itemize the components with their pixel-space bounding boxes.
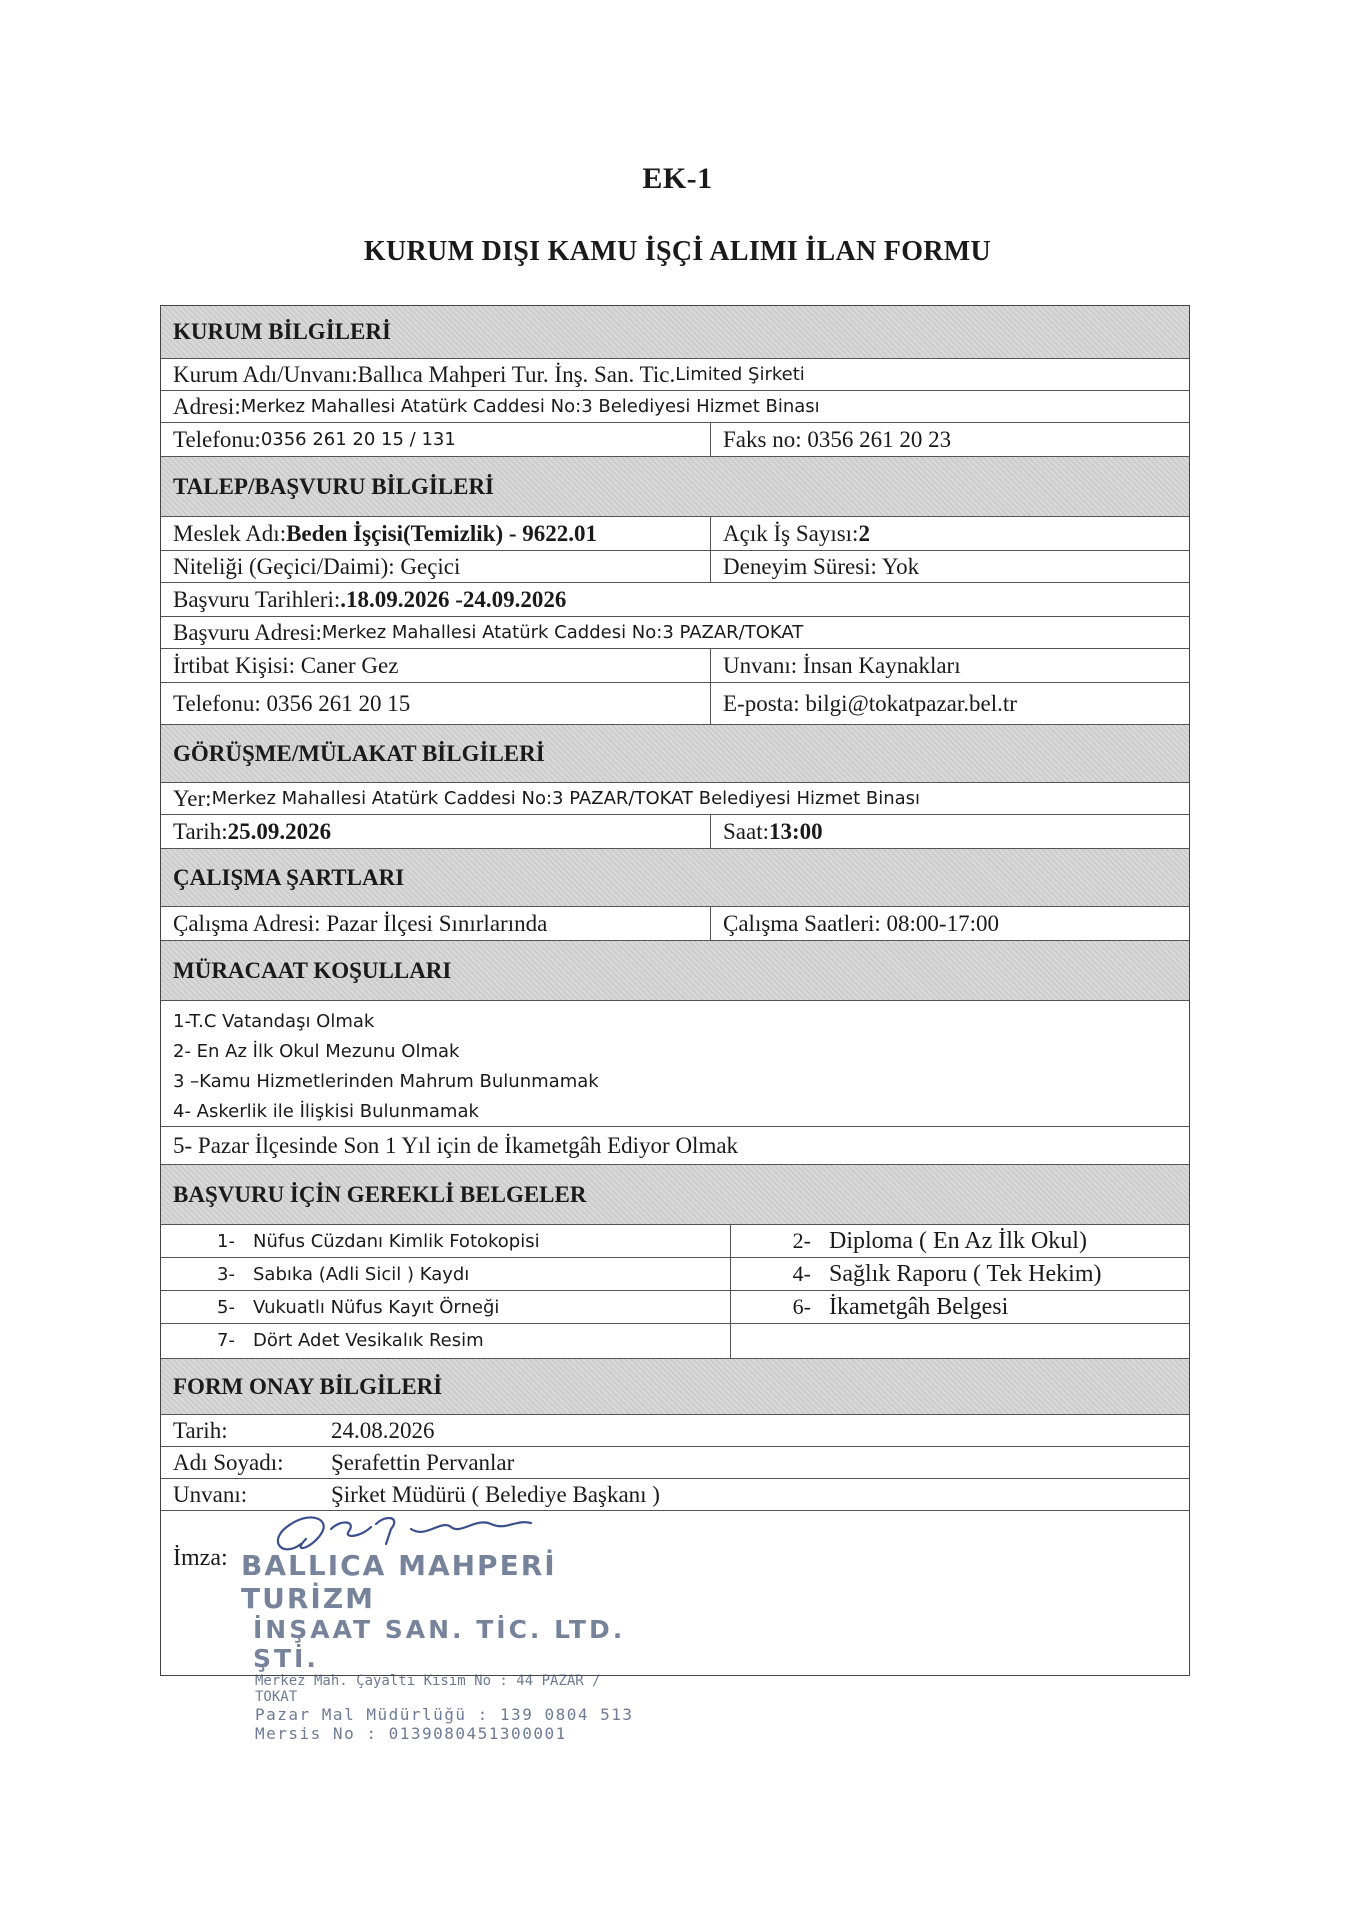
stamp-line: Pazar Mal Müdürlüğü : 139 0804 513 — [255, 1705, 634, 1724]
imza-label: İmza: — [173, 1545, 228, 1571]
stamp-line: Merkez Mah. Çayaltı Kısım No : 44 PAZAR / TOKAT — [255, 1673, 601, 1705]
stamp-line: Mersis No : 0139080451300001 — [255, 1724, 567, 1743]
stamp-line: BALLICA MAHPERİ TURİZM — [241, 1549, 557, 1615]
talep-telefon: Telefonu: 0356 261 20 15 — [161, 683, 711, 724]
belge-item: 7- Dört Adet Vesikalık Resim — [217, 1330, 484, 1351]
row-yer — [161, 782, 1189, 814]
section-title: FORM ONAY BİLGİLERİ — [173, 1373, 443, 1399]
row-kosul-5 — [161, 1126, 1189, 1164]
gorusme-tarih-value: 25.09.2026 — [227, 818, 332, 844]
calisma-saatleri: Çalışma Saatleri: 08:00-17:00 — [723, 910, 999, 936]
basvuru-tarih-value: .18.09.2026 -24.09.2026 — [340, 586, 567, 612]
onay-unvan-value: Şirket Müdürü ( Belediye Başkanı ) — [331, 1481, 660, 1507]
row-basvuru-adresi — [161, 616, 1189, 648]
kurum-telefon-label: Telefonu: — [173, 426, 261, 452]
belge-item: 1- Nüfus Cüzdanı Kimlik Fotokopisi — [161, 1225, 730, 1258]
onay-ad-label: Adı Soyadı: — [173, 1449, 284, 1475]
belge-item: 6- İkametgâh Belgesi — [731, 1291, 1189, 1324]
kurum-adres-value: Merkez Mahallesi Atatürk Caddesi No:3 Belediyesi Hizmet Binası — [240, 396, 820, 417]
announcement-form — [160, 305, 1190, 1743]
belge-item: 2- Diploma ( En Az İlk Okul) — [731, 1225, 1189, 1258]
onay-ad-value: Şerafettin Pervanlar — [331, 1449, 515, 1475]
deneyim: Deneyim Süresi: Yok — [723, 553, 920, 579]
belgeler-left-column — [161, 1225, 731, 1358]
kosul-item: 3 –Kamu Hizmetlerinden Mahrum Bulunmamak — [173, 1071, 599, 1092]
section-muracaat — [161, 940, 1189, 1000]
kurum-faks: Faks no: 0356 261 20 23 — [723, 426, 952, 452]
annex-label: EK-1 — [642, 162, 713, 195]
yer-value: Merkez Mahallesi Atatürk Caddesi No:3 PAZAR/TOKAT Belediyesi Hizmet Binası — [211, 788, 921, 809]
basvuru-adres-value: Merkez Mahallesi Atatürk Caddesi No:3 PAZAR/TOKAT — [321, 622, 804, 643]
row-iletisim — [161, 682, 1189, 724]
kurum-telefon-value: 0356 261 20 15 / 131 — [260, 429, 456, 450]
section-talep — [161, 456, 1189, 516]
talep-eposta[interactable]: E-posta: bilgi@tokatpazar.bel.tr — [723, 690, 1017, 716]
basvuru-tarih-label: Başvuru Tarihleri: — [173, 586, 341, 612]
kurum-adi-value: Ballıca Mahperi Tur. İnş. San. Tic. — [357, 361, 676, 387]
row-onay-tarih — [161, 1414, 1189, 1446]
onay-unvan-label: Unvanı: — [173, 1481, 248, 1507]
gorusme-saat-value: 13:00 — [769, 818, 823, 844]
irtibat-kisisi: İrtibat Kişisi: Caner Gez — [161, 649, 711, 682]
row-nitelik — [161, 550, 1189, 582]
meslek-value: Beden İşçisi(Temizlik) - 9622.01 — [286, 520, 598, 546]
section-kurum — [161, 306, 1189, 358]
basvuru-adres-label: Başvuru Adresi: — [173, 619, 322, 645]
kosullar-list — [161, 1001, 611, 1126]
row-basvuru-tarihleri — [161, 582, 1189, 616]
section-belgeler — [161, 1164, 1189, 1224]
row-onay-ad — [161, 1446, 1189, 1478]
belgeler-right-column — [731, 1225, 1189, 1358]
stamp-line: İNŞAAT SAN. TİC. LTD. ŞTİ. — [253, 1615, 626, 1673]
row-kurum-telefon — [161, 422, 1189, 456]
kurum-adi-label: Kurum Adı/Unvanı: — [173, 361, 358, 387]
section-onay — [161, 1358, 1189, 1414]
kosul-item: 2- En Az İlk Okul Mezunu Olmak — [173, 1041, 460, 1062]
row-kosullar — [161, 1000, 1189, 1126]
belge-item-empty — [731, 1324, 1189, 1357]
gorusme-saat-label: Saat: — [723, 818, 769, 844]
form-title: KURUM DIŞI KAMU İŞÇİ ALIMI İLAN FORMU — [363, 236, 992, 267]
section-title: MÜRACAAT KOŞULLARI — [173, 957, 452, 983]
belge-item: 5- Vukuatlı Nüfus Kayıt Örneği — [161, 1291, 730, 1324]
company-stamp — [241, 1549, 651, 1743]
section-calisma — [161, 848, 1189, 906]
onay-tarih-label: Tarih: — [173, 1417, 228, 1443]
row-irtibat — [161, 648, 1189, 682]
nitelik: Niteliği (Geçici/Daimi): Geçici — [161, 551, 711, 582]
belge-item: 4- Sağlık Raporu ( Tek Hekim) — [731, 1258, 1189, 1291]
section-title: GÖRÜŞME/MÜLAKAT BİLGİLERİ — [173, 740, 545, 766]
kosul-item-5: 5- Pazar İlçesinde Son 1 Yıl için de İkametgâh Ediyor Olmak — [173, 1132, 739, 1158]
row-kurum-adi — [161, 358, 1189, 390]
row-imza — [161, 1510, 1189, 1743]
kosul-item: 4- Askerlik ile İlişkisi Bulunmamak — [173, 1101, 479, 1122]
yer-label: Yer: — [173, 785, 212, 811]
section-title: KURUM BİLGİLERİ — [173, 319, 391, 344]
acik-is-value: 2 — [858, 520, 870, 546]
gorusme-tarih-label: Tarih: — [173, 818, 228, 844]
belge-item: 3- Sabıka (Adli Sicil ) Kaydı — [161, 1258, 730, 1291]
irtibat-unvan: Unvanı: İnsan Kaynakları — [723, 652, 961, 678]
section-title: ÇALIŞMA ŞARTLARI — [173, 864, 405, 890]
meslek-label: Meslek Adı: — [173, 520, 287, 546]
row-belgeler — [161, 1224, 1189, 1358]
kurum-adi-suffix: Limited Şirketi — [675, 364, 805, 385]
section-title: TALEP/BAŞVURU BİLGİLERİ — [173, 473, 495, 499]
kosul-item: 1-T.C Vatandaşı Olmak — [173, 1011, 375, 1032]
row-tarih-saat — [161, 814, 1189, 848]
row-meslek — [161, 516, 1189, 550]
calisma-adresi: Çalışma Adresi: Pazar İlçesi Sınırlarında — [161, 907, 711, 940]
row-kurum-adres — [161, 390, 1189, 422]
onay-tarih-value: 24.08.2026 — [331, 1417, 435, 1443]
kurum-adres-label: Adresi: — [173, 393, 241, 419]
acik-is-label: Açık İş Sayısı: — [723, 520, 859, 546]
row-calisma — [161, 906, 1189, 940]
section-gorusme — [161, 724, 1189, 782]
section-title: BAŞVURU İÇİN GEREKLİ BELGELER — [173, 1181, 587, 1207]
